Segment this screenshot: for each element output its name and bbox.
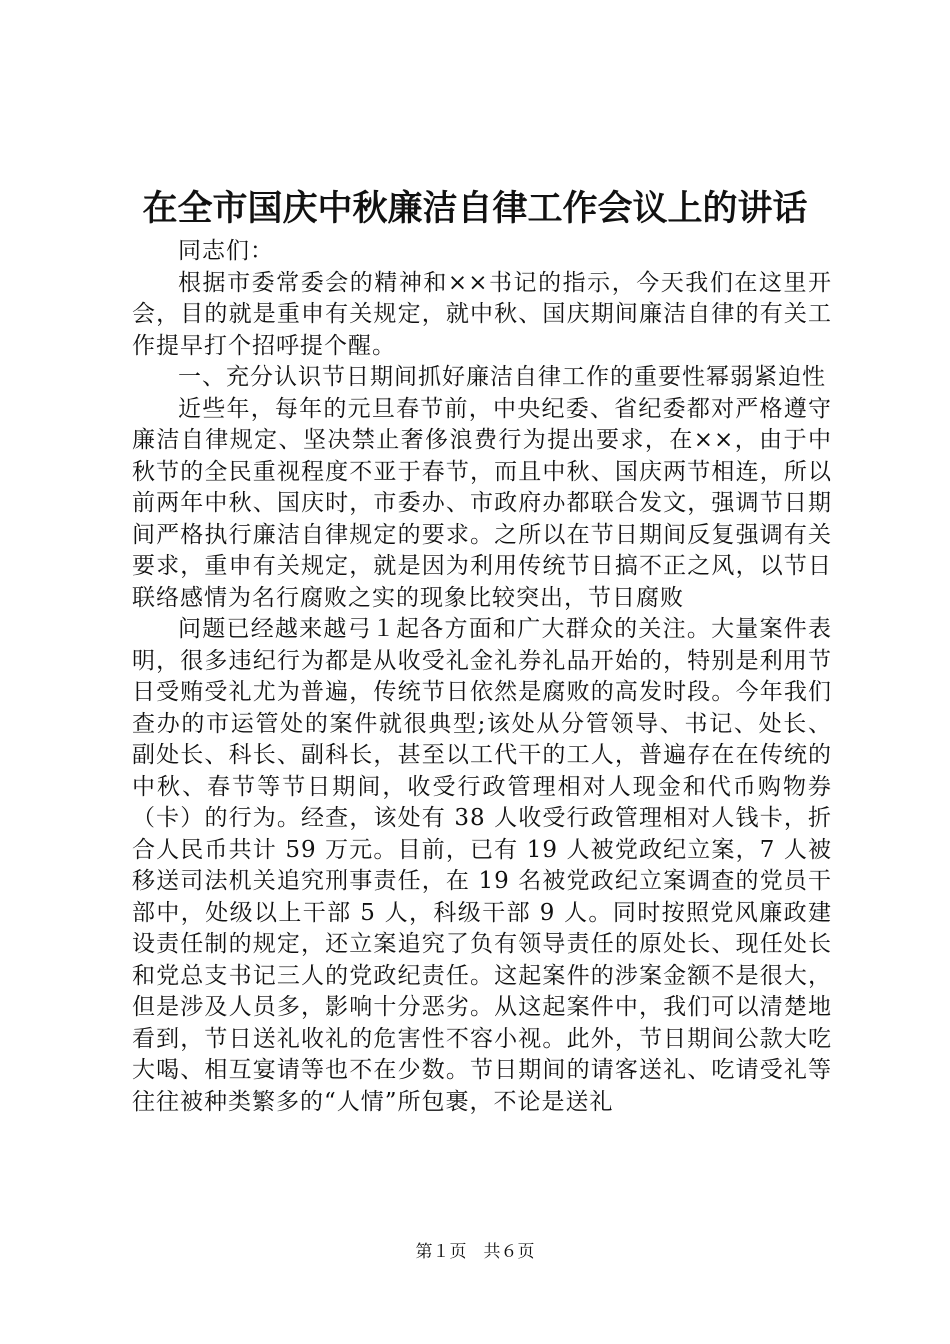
body-paragraph: 问题已经越来越弓１起各方面和广大群众的关注。大量案件表明，很多违纪行为都是从收受礼金礼券礼品开始的，特别是利用节日受贿受礼尤为普遍，传统节日依然是腐败的高发时段。今年我们查办的市运管处的案件就很典型;该处从分管领导、书记、处长、副处长、科长、副科长，甚至以工代干的工人，普遍存在在传统的中秋、春节等节日期间，收受行政管理相对人现金和代币购物券（卡）的行为。经查，该处有 38 人收受行政管理相对人钱卡，折合人民币共计 59 万元。目前，已有 19 人被党政纪立案，7 人被移送司法机关追究刑事责任，在 19 名被党政纪立案调查的党员干部中，处级以上干部 5 人，科级干部 9 人。同时按照党风廉政建设责任制的规定，还立案追究了负有领导责任的原处长、现任处长和党总支书记三人的党政纪责任。这起案件的涉案金额不是很大，但是涉及人员多，影响十分恶劣。从这起案件中，我们可以清楚地看到，节日送礼收礼的危害性不容小视。此外，节日期间公款大吃大喝、相互宴请等也不在少数。节日期间的请客送礼、吃请受礼等往往被种类繁多的“人情”所包裹，不论是送礼 — [132, 616, 832, 1115]
section-heading-paragraph: 一、充分认识节日期间抓好廉洁自律工作的重要性幂弱紧迫性 — [178, 364, 826, 390]
body-paragraph: 根据市委常委会的精神和××书记的指示，今天我们在这里开会，目的就是重申有关规定，就中秋、国庆期间廉洁自律的有关工作提早打个招呼提个醒。 — [132, 269, 832, 359]
page-footer: 第１页 共６页 — [415, 1242, 535, 1262]
document-title: 在全市国庆中秋廉洁自律工作会议上的讲话 — [142, 188, 808, 229]
body-paragraph: 近些年，每年的元旦春节前，中央纪委、省纪委都对严格遵守廉洁自律规定、坚决禁止奢侈浪费行为提出要求，在××，由于中秋节的全民重视程度不亚于春节，而且中秋、国庆两节相连，所以前两年中秋、国庆时，市委办、市政府办都联合发文，强调节日期间严格执行廉洁自律规定的要求。之所以在节日期间反复强调有关要求，重申有关规定，就是因为利用传统节日搞不正之风，以节日联络感情为名行腐败之实的现象比较突出，节日腐败 — [132, 395, 832, 611]
salutation-paragraph: 同志们： — [178, 238, 274, 264]
document-body — [132, 236, 832, 1118]
